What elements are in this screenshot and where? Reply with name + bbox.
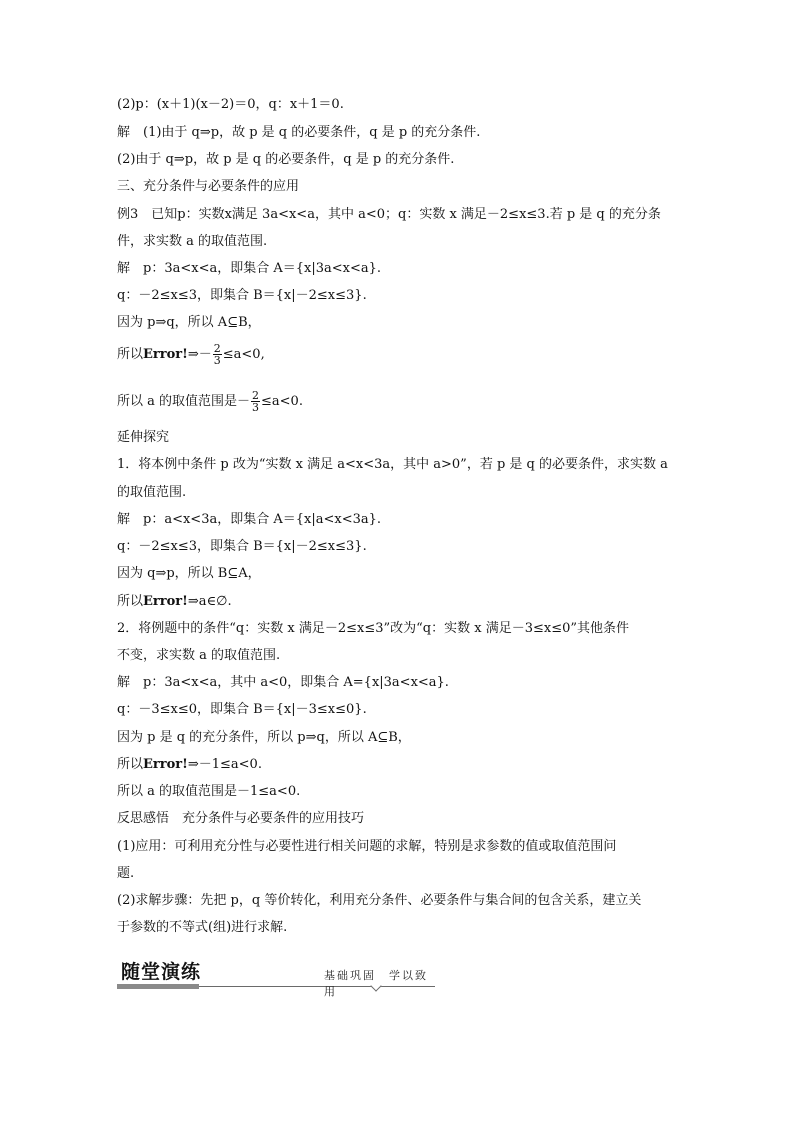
text-line: (2)p：(x＋1)(x－2)＝0，q：x＋1＝0. <box>117 97 344 112</box>
text-line: (2)求解步骤：先把 p，q 等价转化，利用充分条件、必要条件与集合间的包含关系，建立关 <box>117 893 642 908</box>
error-text: Error! <box>143 757 188 772</box>
solution-line: 解 p：3a<x<a，其中 a<0，即集合 A={x|3a<x<a}. <box>117 675 449 690</box>
solution-line: q：－3≤x≤0，即集合 B＝{x|－3≤x≤0}. <box>117 702 367 717</box>
fraction-mid: ⇒－ <box>187 347 212 362</box>
text-line: 1．将本例中条件 p 改为“实数 x 满足 a<x<3a，其中 a>0”，若 p 是 q 的必要条件，求实数 a <box>117 457 668 472</box>
solution-line: 因为 q⇒p，所以 B⊆A， <box>117 566 261 581</box>
fraction <box>213 343 222 366</box>
error-prefix: 所以 <box>117 757 144 772</box>
fraction-prefix: 所以 a 的取值范围是－ <box>117 394 251 409</box>
text-line: 解 (1)由于 q⇒p，故 p 是 q 的必要条件，q 是 p 的充分条件. <box>117 125 481 140</box>
fraction <box>251 390 260 413</box>
solution-line: 解 p：3a<x<a，即集合 A＝{x|3a<x<a}. <box>117 261 382 276</box>
error-suffix: ⇒a∈∅. <box>187 594 232 609</box>
example-text: 例3 已知p：实数x满足 3a<x<a，其中 a<0；q：实数 x 满足－2≤x≤3.若 p 是 q 的充分条 <box>117 207 661 222</box>
fraction-suffix: ≤a<0, <box>222 347 265 362</box>
banner-subtitle: 基础巩固 学以致用 <box>324 969 428 998</box>
text-line: 不变，求实数 a 的取值范围. <box>117 648 281 663</box>
error-text: Error! <box>143 347 188 362</box>
example-text: 件，求实数 a 的取值范围. <box>117 234 268 249</box>
error-text: Error! <box>143 594 188 609</box>
banner-title: 随堂演练 <box>121 961 202 983</box>
fraction-line <box>117 390 682 413</box>
error-line <box>117 592 682 612</box>
section-heading: 三、充分条件与必要条件的应用 <box>117 179 300 194</box>
solution-line: q：－2≤x≤3，即集合 B＝{x|－2≤x≤3}. <box>117 539 367 554</box>
text-line: 2．将例题中的条件“q：实数 x 满足－2≤x≤3”改为“q：实数 x 满足－3≤x≤0”其他条件 <box>117 621 630 636</box>
solution-line: q：－2≤x≤3，即集合 B＝{x|－2≤x≤3}. <box>117 288 367 303</box>
section-banner <box>117 955 437 998</box>
solution-line: 因为 p⇒q，所以 A⊆B， <box>117 315 261 330</box>
fraction-numerator: 2 <box>213 342 221 355</box>
text-line: 题. <box>117 866 135 881</box>
error-suffix: ⇒－1≤a<0. <box>187 757 262 772</box>
solution-line: 解 p：a<x<3a，即集合 A＝{x|a<x<3a}. <box>117 512 382 527</box>
text-line: 于参数的不等式(组)进行求解. <box>117 920 288 935</box>
fraction-denominator: 3 <box>213 354 221 367</box>
fraction-suffix: ≤a<0. <box>261 394 303 409</box>
text-line: 的取值范围. <box>117 485 187 500</box>
text-line: 所以 a 的取值范围是－1≤a<0. <box>117 784 301 799</box>
text-line: (2)由于 q⇒p，故 p 是 q 的必要条件，q 是 p 的充分条件. <box>117 152 455 167</box>
text-line: (1)应用：可利用充分性与必要性进行相关问题的求解，特别是求参数的值或取值范围问 <box>117 839 617 854</box>
section-heading: 反思感悟 充分条件与必要条件的应用技巧 <box>117 811 365 826</box>
fraction-numerator: 2 <box>252 389 260 402</box>
section-heading: 延伸探究 <box>117 430 170 445</box>
fraction-prefix: 所以 <box>117 347 144 362</box>
error-prefix: 所以 <box>117 594 144 609</box>
fraction-denominator: 3 <box>252 401 260 414</box>
solution-line: 因为 p 是 q 的充分条件，所以 p⇒q，所以 A⊆B， <box>117 730 411 745</box>
error-line <box>117 755 682 775</box>
banner-bar <box>117 984 199 989</box>
fraction-line <box>117 343 682 366</box>
